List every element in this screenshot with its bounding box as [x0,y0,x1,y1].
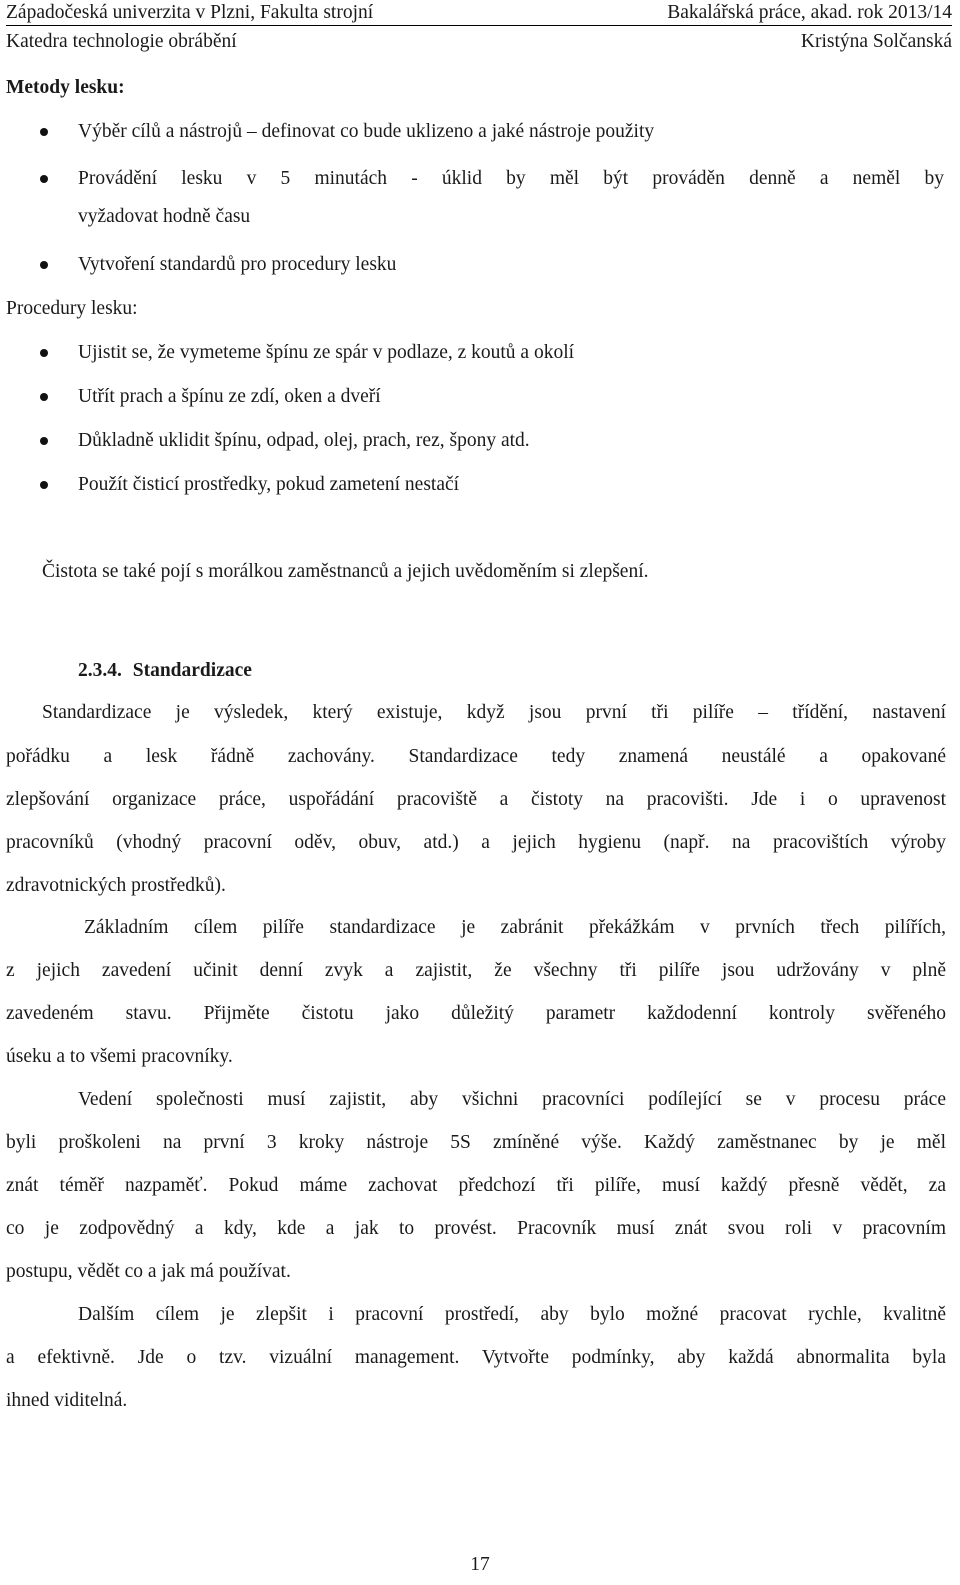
procedury-item: Použít čisticí prostředky, pokud zametení nestačí [78,474,460,495]
paragraph-line: zavedeném stavu. Přijměte čistotu jako důležitý parametr každodenní kontroly svěřeného [6,1003,946,1024]
paragraph-line: zdravotnických prostředků). [6,875,226,896]
page-number: 17 [470,1554,490,1575]
paragraph-line: Dalším cílem je zlepšit i pracovní prostředí, aby bylo možné pracovat rychle, kvalitně [78,1304,946,1325]
cistota-note: Čistota se také pojí s morálkou zaměstnanců a jejich uvědoměním si zlepšení. [42,561,649,582]
paragraph-line: znát téměř nazpaměť. Pokud máme zachovat předchozí tři pilíře, musí každý přesně vědět, za [6,1175,946,1196]
metody-item: Vytvoření standardů pro procedury lesku [78,254,397,275]
bullet-icon [40,481,48,489]
paragraph-line: úseku a to všemi pracovníky. [6,1046,233,1067]
bullet-icon [40,393,48,401]
paragraph-line: byli proškoleni na první 3 kroky nástroje 5S zmíněné výše. Každý zaměstnanec by je měl [6,1132,946,1153]
bullet-icon [40,349,48,357]
section-heading [78,659,252,683]
header-thesis: Bakalářská práce, akad. rok 2013/14 [667,2,952,23]
paragraph-line: ihned viditelná. [6,1390,128,1411]
procedury-item: Důkladně uklidit špínu, odpad, olej, prach, rez, špony atd. [78,430,530,451]
running-header-line-2 [6,31,952,53]
header-department: Katedra technologie obrábění [6,31,237,52]
header-university: Západočeská univerzita v Plzni, Fakulta strojní [6,2,374,23]
paragraph-line: pořádku a lesk řádně zachovány. Standardizace tedy znamená neustálé a opakované [6,746,946,767]
bullet-icon [40,437,48,445]
paragraph-line: Vedení společnosti musí zajistit, aby všichni pracovníci podílející se v procesu práce [78,1089,946,1110]
bullet-icon [40,128,48,136]
paragraph-line: z jejich zavedení učinit denní zvyk a zajistit, že všechny tři pilíře jsou udržovány v plně [6,960,946,981]
section-number: 2.3.4. [78,660,122,681]
paragraph-line: co je zodpovědný a kdy, kde a jak to provést. Pracovník musí znát svou roli v pracovním [6,1218,946,1239]
metody-item: Výběr cílů a nástrojů – definovat co bude uklizeno a jaké nástroje použity [78,121,655,142]
metody-item: Provádění lesku v 5 minutách - úklid by měl být prováděn denně a neměl by [78,168,944,189]
procedury-item: Utřít prach a špínu ze zdí, oken a dveří [78,386,381,407]
procedury-heading: Procedury lesku: [6,298,138,319]
procedury-item: Ujistit se, že vymeteme špínu ze spár v podlaze, z koutů a okolí [78,342,575,363]
header-author: Kristýna Solčanská [800,31,952,52]
paragraph-line: zlepšování organizace práce, uspořádání pracoviště a čistoty na pracovišti. Jde i o upravenost [6,789,946,810]
header-rule [6,25,952,26]
running-header-line-1 [6,2,952,24]
paragraph-line: Základním cílem pilíře standardizace je zabránit překážkám v prvních třech pilířích, [84,917,946,938]
bullet-icon [40,175,48,183]
metody-item-continuation: vyžadovat hodně času [78,206,251,227]
paragraph-line: Standardizace je výsledek, který existuje, když jsou první tři pilíře – třídění, nastavení [42,702,946,723]
paragraph-line: pracovníků (vhodný pracovní oděv, obuv, atd.) a jejich hygienu (např. na pracovištích výroby [6,832,946,853]
metody-heading: Metody lesku: [6,77,125,98]
paragraph-line: postupu, vědět co a jak má používat. [6,1261,291,1282]
paragraph-line: a efektivně. Jde o tzv. vizuální management. Vytvořte podmínky, aby každá abnormalita byla [6,1347,946,1368]
bullet-icon [40,261,48,269]
section-title: Standardizace [132,660,252,681]
